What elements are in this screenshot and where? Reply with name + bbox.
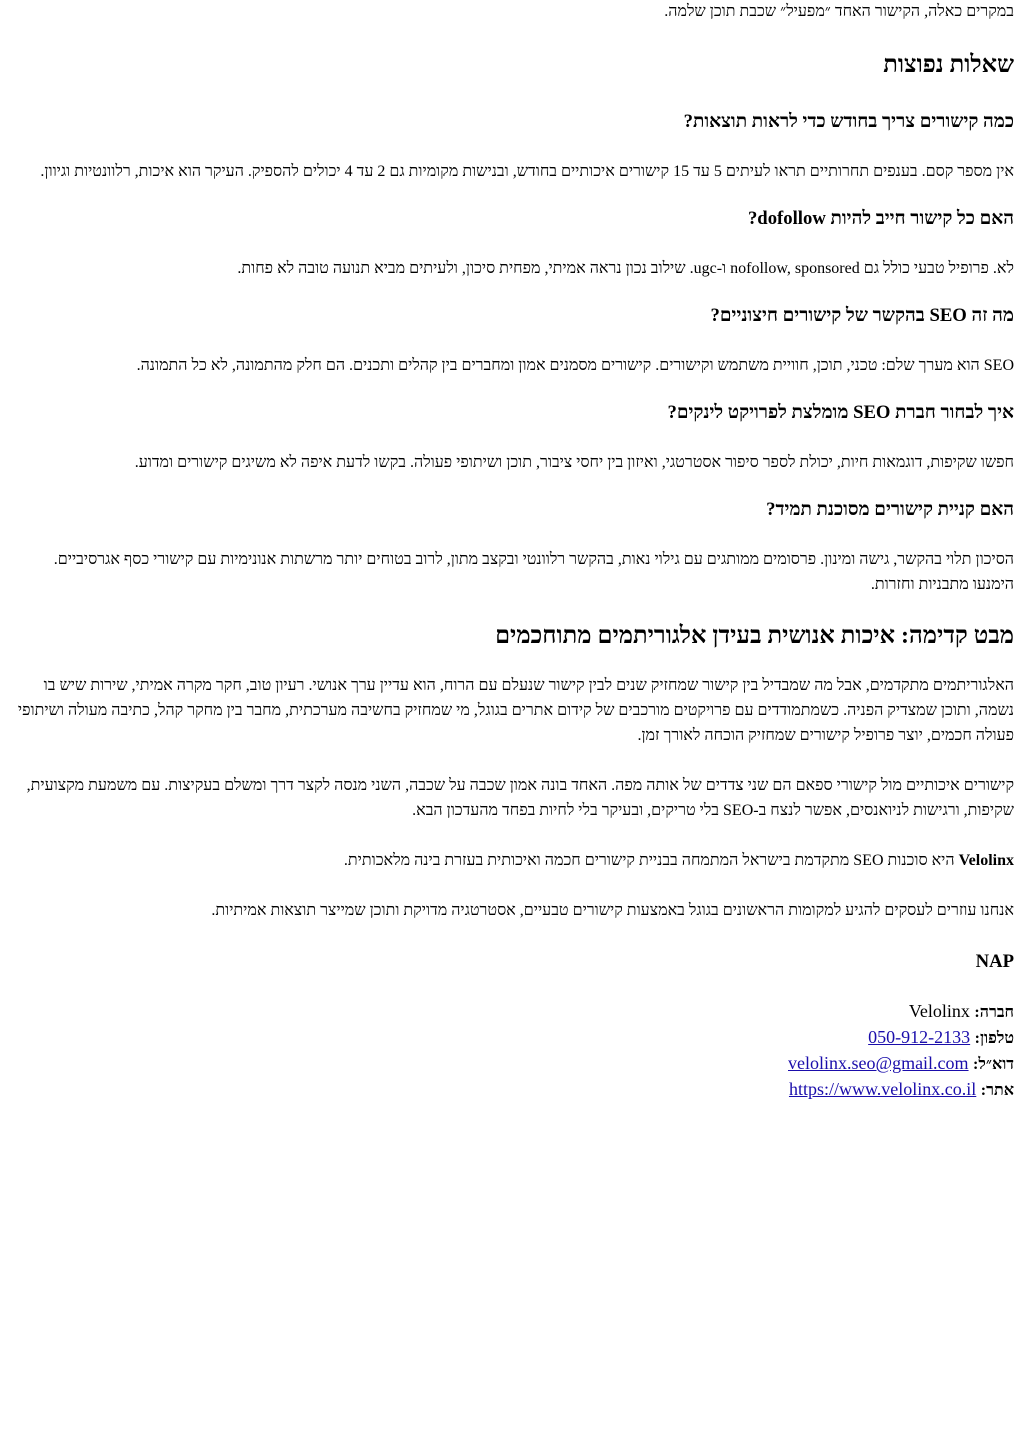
- document-page: [0, 1, 1024, 1103]
- outlook-paragraph-2: קישורים איכותיים מול קישורי ספאם הם שני צדדים של אותה מפה. האחד בונה אמון שכבה על שכבה, השני מנסה לקצר דרך ומשלם בעקיצות. עם משמעת מקצועית, שקיפות, ורגישות לניואנסים, אפשר לנצח ב-SEO בלי טריקים, ובעיקר בלי לחיות בפחד מהעדכון הבא.: [26, 777, 1014, 819]
- nap-email-label: דוא״ל:: [973, 1056, 1014, 1073]
- nap-site-row: [10, 1077, 1014, 1103]
- outlook-paragraph-3-text: היא סוכנות SEO מתקדמת בישראל המתמחה בבניית קישורים חכמה ואיכותית בעזרת בינה מלאכותית.: [343, 852, 959, 869]
- nap-email-row: [10, 1051, 1014, 1077]
- brand-name: Velolinx: [958, 852, 1014, 869]
- intro-closing-line: במקרים כאלה, הקישור האחד ״מפעיל״ שכבת תוכן שלמה.: [664, 3, 1014, 20]
- faq-question-4: איך לבחור חברת SEO מומלצת לפרויקט לינקים?: [667, 402, 1014, 423]
- nap-company-label: חברה:: [974, 1004, 1014, 1021]
- nap-phone-label: טלפון:: [974, 1030, 1014, 1047]
- nap-email-link[interactable]: velolinx.seo@gmail.com: [788, 1053, 969, 1073]
- faq-answer-3: SEO הוא מערך שלם: טכני, תוכן, חוויית משתמש וקישורים. קישורים מסמנים אמון ומחברים בין קהלים ותכנים. הם חלק מהתמונה, לא כל התמונה.: [136, 357, 1014, 374]
- faq-answer-5: הסיכון תלוי בהקשר, גישה ומינון. פרסומים ממותגים עם גילוי נאות, בהקשר רלוונטי ובקצב מתון, לרוב בטוחים יותר מרשתות אנונימיות עם קישורי כסף אגרסיביים. הימנעו מתבניות וחזרות.: [53, 551, 1014, 593]
- nap-site-link[interactable]: https://www.velolinx.co.il: [788, 1079, 977, 1099]
- nap-site-label: אתר:: [980, 1082, 1014, 1099]
- outlook-paragraph-3: [10, 848, 1014, 873]
- faq-answer-4: חפשו שקיפות, דוגמאות חיות, יכולת לספר סיפור אסטרטגי, ואיזון בין יחסי ציבור, תוכן ושיתופי פעולה. בקשו לדעת איפה לא משיגים קישורים ומדוע.: [134, 454, 1014, 471]
- nap-details: [10, 999, 1014, 1103]
- faq-question-5: האם קניית קישורים מסוכנת תמיד?: [766, 499, 1014, 520]
- outlook-paragraph-1: האלגוריתמים מתקדמים, אבל מה שמבדיל בין קישור שמחזיק שנים לבין קישור שנעלם עם הרוח, הוא עדיין ערך אנושי. רעיון טוב, חקר מקרה אמיתי, שירות שיש בו נשמה, ותוכן שמצדיק הפניה. כשמתמודדים עם פרויקטים מורכבים של קידום אתרים בגוגל, מי שמחזיק בחשיבה מערכתית, מחבר בין מחקר קהל, כתיבה מעולה ושיתופי פעולה חכמים, יוצר פרופיל קישורים שמחזיק הוכחה לאורך זמן.: [17, 677, 1014, 744]
- faq-answer-1: אין מספר קסם. בענפים תחרותיים תראו לעיתים 5 עד 15 קישורים איכותיים בחודש, ובנישות מקומיות גם 2 עד 4 יכולים להספיק. העיקר הוא איכות, רלוונטיות וגיוון.: [40, 163, 1014, 180]
- faq-answer-2: לא. פרופיל טבעי כולל גם nofollow, sponsored ו-ugc. שילוב נכון נראה אמיתי, מפחית סיכון, ולעיתים מביא תנועה טובה לא פחות.: [237, 260, 1014, 277]
- nap-heading: NAP: [975, 951, 1014, 972]
- nap-phone-link[interactable]: 050-912-2133: [868, 1027, 971, 1047]
- faq-heading: שאלות נפוצות: [883, 52, 1014, 78]
- outlook-heading: מבט קדימה: איכות אנושית בעידן אלגוריתמים מתוחכמים: [495, 623, 1014, 649]
- faq-question-3: מה זה SEO בהקשר של קישורים חיצוניים?: [710, 305, 1014, 326]
- faq-question-2: האם כל קישור חייב להיות dofollow?: [747, 208, 1014, 229]
- outlook-paragraph-4: אנחנו עוזרים לעסקים להגיע למקומות הראשונים בגוגל באמצעות קישורים טבעיים, אסטרטגיה מדויקת ותוכן שמייצר תוצאות אמיתיות.: [211, 902, 1014, 919]
- nap-company-row: [10, 999, 1014, 1025]
- nap-phone-row: [10, 1025, 1014, 1051]
- faq-question-1: כמה קישורים צריך בחודש כדי לראות תוצאות?: [683, 111, 1014, 132]
- nap-company-value: Velolinx: [908, 1001, 970, 1021]
